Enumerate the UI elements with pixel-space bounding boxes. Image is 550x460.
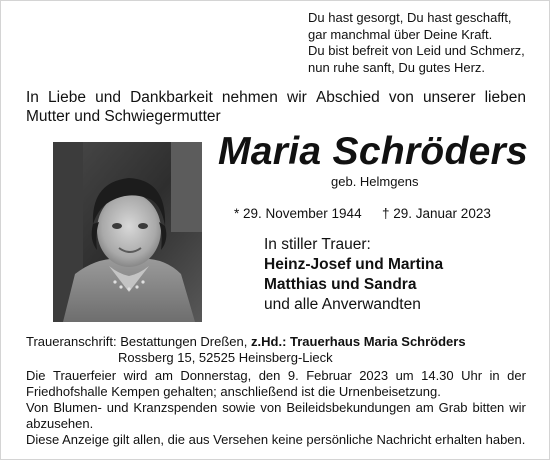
- poem-line: nun ruhe sanft, Du gutes Herz.: [308, 59, 486, 75]
- intro-line-2: Mutter und Schwiegermutter: [26, 108, 221, 125]
- mourning-address: [26, 334, 466, 366]
- mourners-block: [264, 235, 443, 315]
- word: Donnerstag,: [180, 368, 252, 383]
- life-dates: [234, 206, 491, 221]
- word: Liebe: [48, 89, 86, 106]
- info-paragraph-2-line-2: abzusehen.: [26, 416, 94, 431]
- mourners-closing: und alle Anverwandten: [264, 296, 421, 313]
- word: wird: [123, 368, 148, 383]
- word: in: [489, 368, 500, 383]
- word: und: [106, 400, 129, 415]
- maiden-name: geb. Helmgens: [331, 174, 419, 189]
- portrait-image: [53, 142, 202, 322]
- poem-line: Du bist befreit von Leid und Schmerz,: [308, 43, 525, 58]
- poem-line: gar manchmal über Deine Kraft.: [308, 26, 493, 42]
- word: Februar: [306, 368, 352, 383]
- portrait-photo: [53, 142, 202, 322]
- death-date: † 29. Januar 2023: [382, 206, 491, 221]
- word: wir: [509, 400, 526, 415]
- mourner-name: Heinz-Josef und Martina: [264, 256, 444, 273]
- word: am: [415, 400, 434, 415]
- word: der: [507, 368, 526, 383]
- word: von: [260, 400, 282, 415]
- word: In: [26, 89, 39, 106]
- info-paragraph-3: Diese Anzeige gilt allen, die aus Versehen keine persönliche Nachricht erhalten haben.: [26, 432, 526, 447]
- word: um: [395, 368, 414, 383]
- poem-line: Du hast gesorgt, Du hast geschafft,: [308, 10, 512, 25]
- word: 9.: [287, 368, 299, 383]
- word: wir: [287, 89, 307, 106]
- word: lieben: [484, 89, 526, 106]
- word: Trauerfeier: [52, 368, 117, 383]
- info-paragraph-1-line-2: Friedhofshalle Kempen gehalten; anschließend ist die Urnenbeisetzung.: [26, 384, 441, 399]
- word: 14.30: [421, 368, 454, 383]
- address-line-1: [26, 334, 466, 350]
- birth-date: * 29. November 1944: [234, 206, 362, 221]
- address-street: Rossberg 15, 52525 Heinsberg-Lieck: [118, 350, 333, 365]
- info-paragraph-2-line-1: [26, 400, 526, 416]
- info-paragraph-1-line-1: [26, 368, 526, 384]
- deceased-name: Maria Schröders: [218, 130, 529, 173]
- address-attention: z.Hd.: Trauerhaus Maria Schröders: [251, 334, 466, 349]
- mourners-heading: In stiller Trauer:: [264, 236, 371, 253]
- word: von: [388, 89, 414, 106]
- word: und: [95, 89, 121, 106]
- word: Grab: [438, 400, 468, 415]
- word: am: [154, 368, 173, 383]
- word: den: [258, 368, 281, 383]
- mourner-name: Matthias und Sandra: [264, 276, 417, 293]
- word: Blumen-: [53, 400, 102, 415]
- word: Abschied: [315, 89, 380, 106]
- word: 2023: [359, 368, 389, 383]
- word: Die: [26, 368, 46, 383]
- intro-line-1: [26, 88, 526, 107]
- word: Von: [26, 400, 49, 415]
- poem: [308, 10, 543, 76]
- word: Beileidsbekundungen: [286, 400, 411, 415]
- word: sowie: [222, 400, 256, 415]
- intro-text: [26, 88, 526, 126]
- word: bitten: [472, 400, 505, 415]
- word: nehmen: [221, 89, 278, 106]
- word: Uhr: [461, 368, 483, 383]
- word: Dankbarkeit: [130, 89, 213, 106]
- address-company: Bestattungen Dreßen,: [120, 334, 248, 349]
- address-label: Traueranschrift:: [26, 334, 117, 349]
- info-text: [26, 368, 526, 448]
- word: Kranzspenden: [133, 400, 218, 415]
- word: unserer: [422, 89, 476, 106]
